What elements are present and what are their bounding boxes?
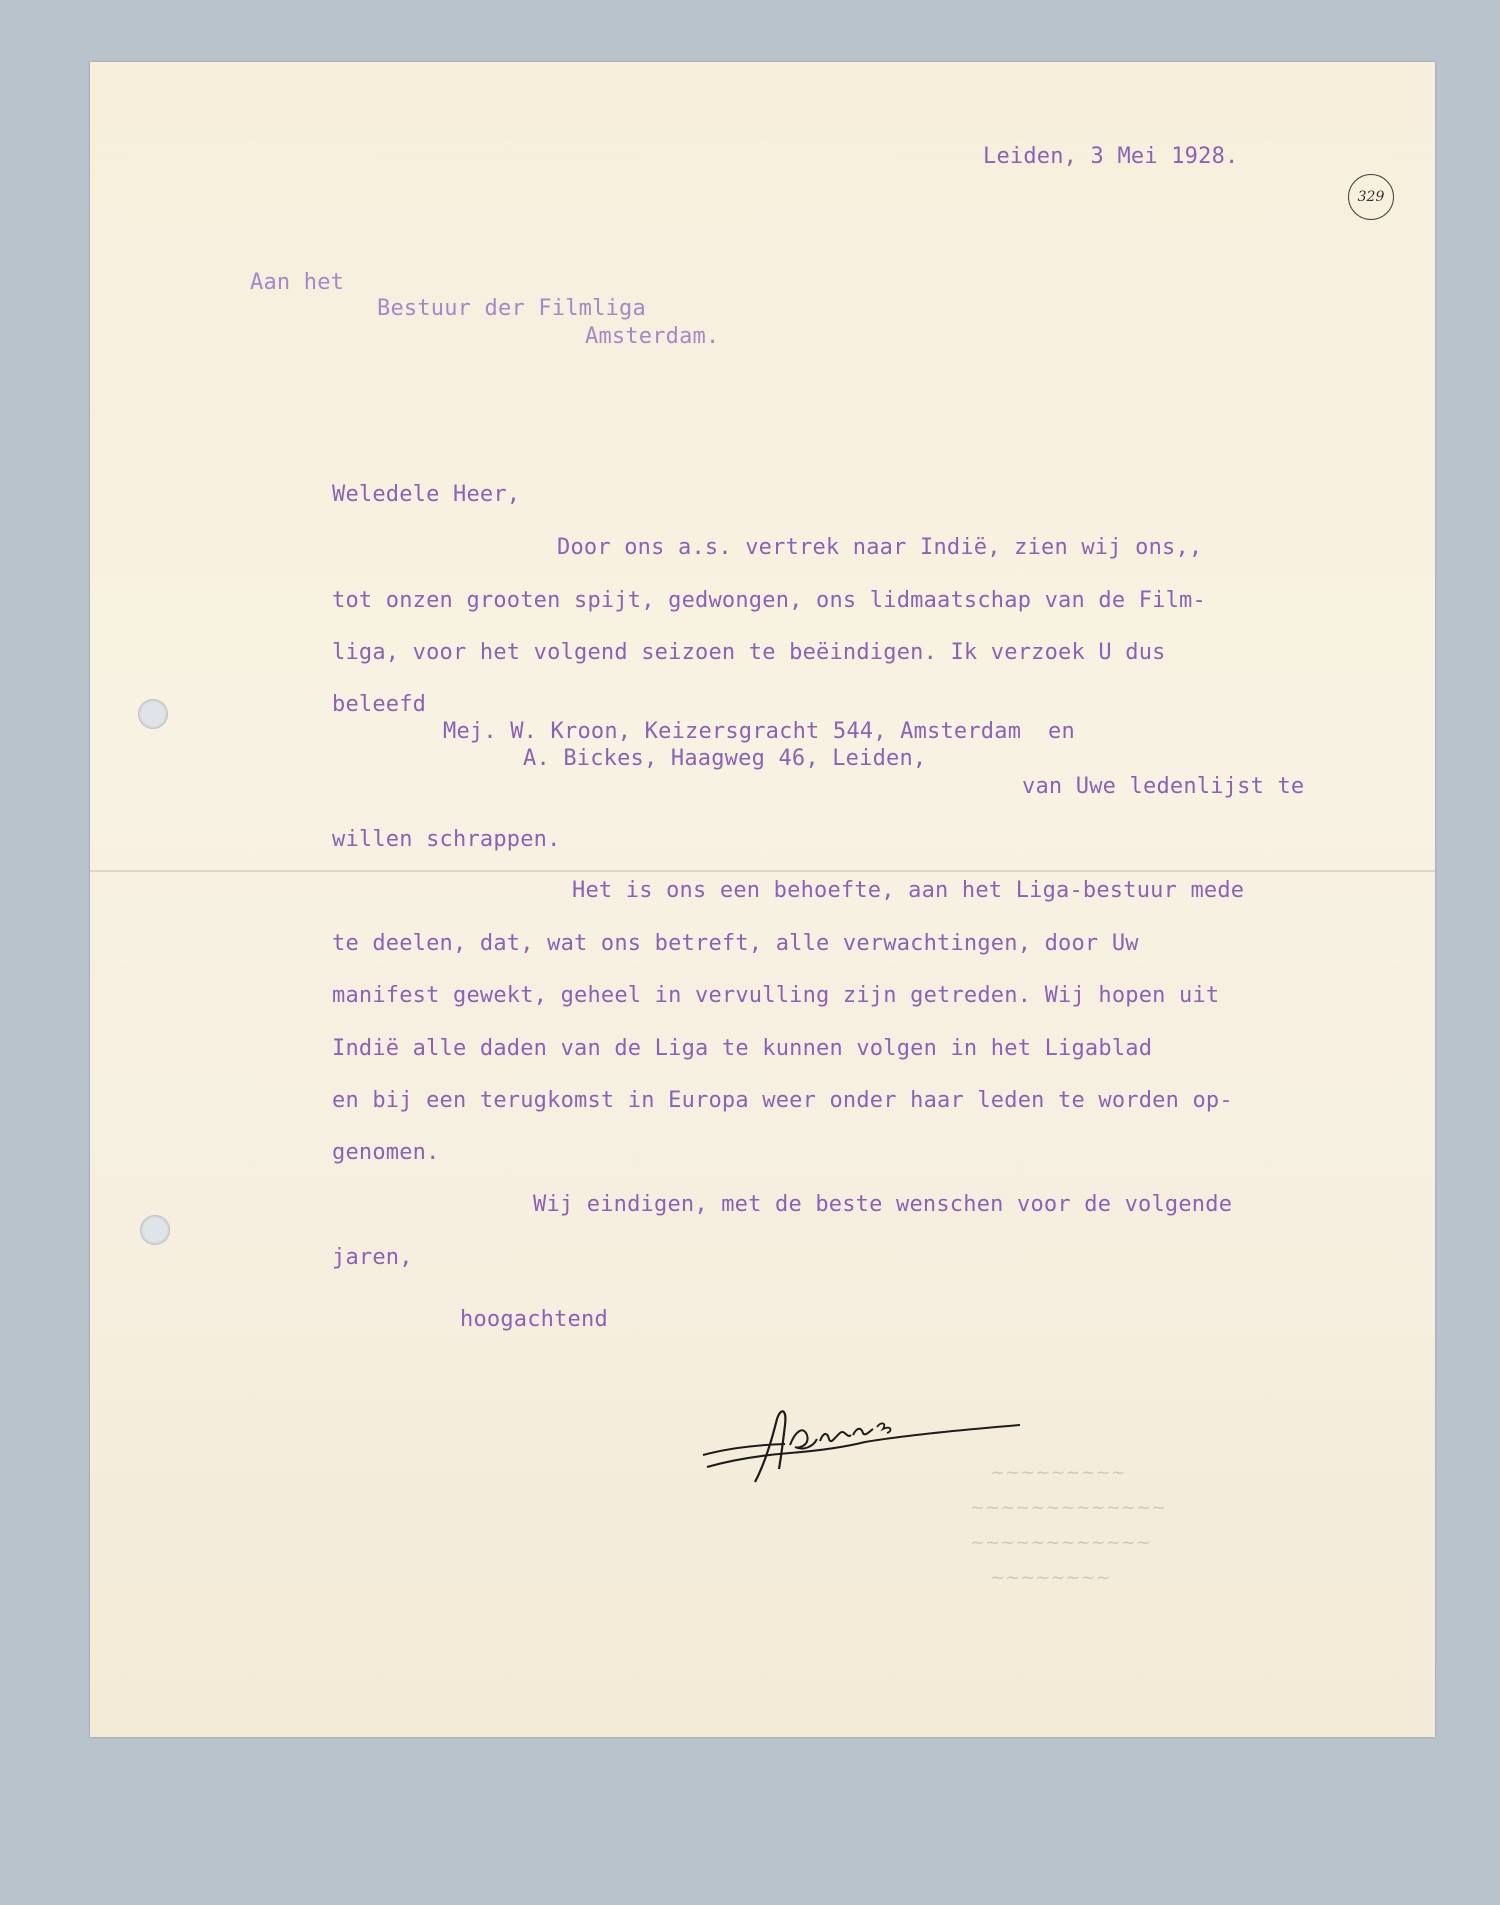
body-line-8: willen schrappen. xyxy=(332,827,561,852)
body-line-16: jaren, xyxy=(332,1245,413,1270)
body-line-1: Door ons a.s. vertrek naar Indië, zien wij ons,, xyxy=(557,535,1203,560)
address-line-2: Bestuur der Filmliga xyxy=(377,296,646,321)
pencil-marking-3: ~~~~~~~~~~~~ xyxy=(970,1532,1151,1553)
archive-number: 329 xyxy=(1357,189,1385,205)
body-line-7: van Uwe ledenlijst te xyxy=(1022,774,1305,799)
body-line-2: tot onzen grooten spijt, gedwongen, ons lidmaatschap van de Film- xyxy=(332,588,1206,613)
archive-number-stamp xyxy=(1348,174,1394,220)
salutation: Weledele Heer, xyxy=(332,482,521,507)
body-line-10: te deelen, dat, wat ons betreft, alle verwachtingen, door Uw xyxy=(332,931,1139,956)
body-line-6: A. Bickes, Haagweg 46, Leiden, xyxy=(523,746,927,771)
body-line-5: Mej. W. Kroon, Keizersgracht 544, Amsterdam en xyxy=(443,719,1075,744)
body-line-9: Het is ons een behoefte, aan het Liga-bestuur mede xyxy=(572,878,1245,903)
pencil-marking-4: ~~~~~~~~ xyxy=(990,1567,1111,1588)
body-line-3: liga, voor het volgend seizoen te beëindigen. Ik verzoek U dus xyxy=(332,640,1166,665)
body-line-4: beleefd xyxy=(332,692,427,717)
body-line-13: en bij een terugkomst in Europa weer onder haar leden te worden op- xyxy=(332,1088,1233,1113)
body-line-14: genomen. xyxy=(332,1140,440,1165)
fold-line xyxy=(90,870,1435,872)
pencil-marking-2: ~~~~~~~~~~~~~ xyxy=(970,1497,1167,1518)
letter-paper xyxy=(90,62,1435,1737)
body-line-11: manifest gewekt, geheel in vervulling zijn getreden. Wij hopen uit xyxy=(332,983,1220,1008)
punch-hole-bottom xyxy=(140,1215,170,1245)
body-line-12: Indië alle daden van de Liga te kunnen volgen in het Ligablad xyxy=(332,1036,1153,1061)
body-line-15: Wij eindigen, met de beste wenschen voor de volgende xyxy=(533,1192,1233,1217)
pencil-marking-1: ~~~~~~~~~ xyxy=(990,1462,1126,1483)
letter-date: Leiden, 3 Mei 1928. xyxy=(983,144,1239,169)
signature xyxy=(695,1397,1025,1497)
address-line-3: Amsterdam. xyxy=(585,324,720,349)
closing: hoogachtend xyxy=(460,1307,608,1332)
punch-hole-top xyxy=(138,699,168,729)
address-line-1: Aan het xyxy=(250,270,345,295)
